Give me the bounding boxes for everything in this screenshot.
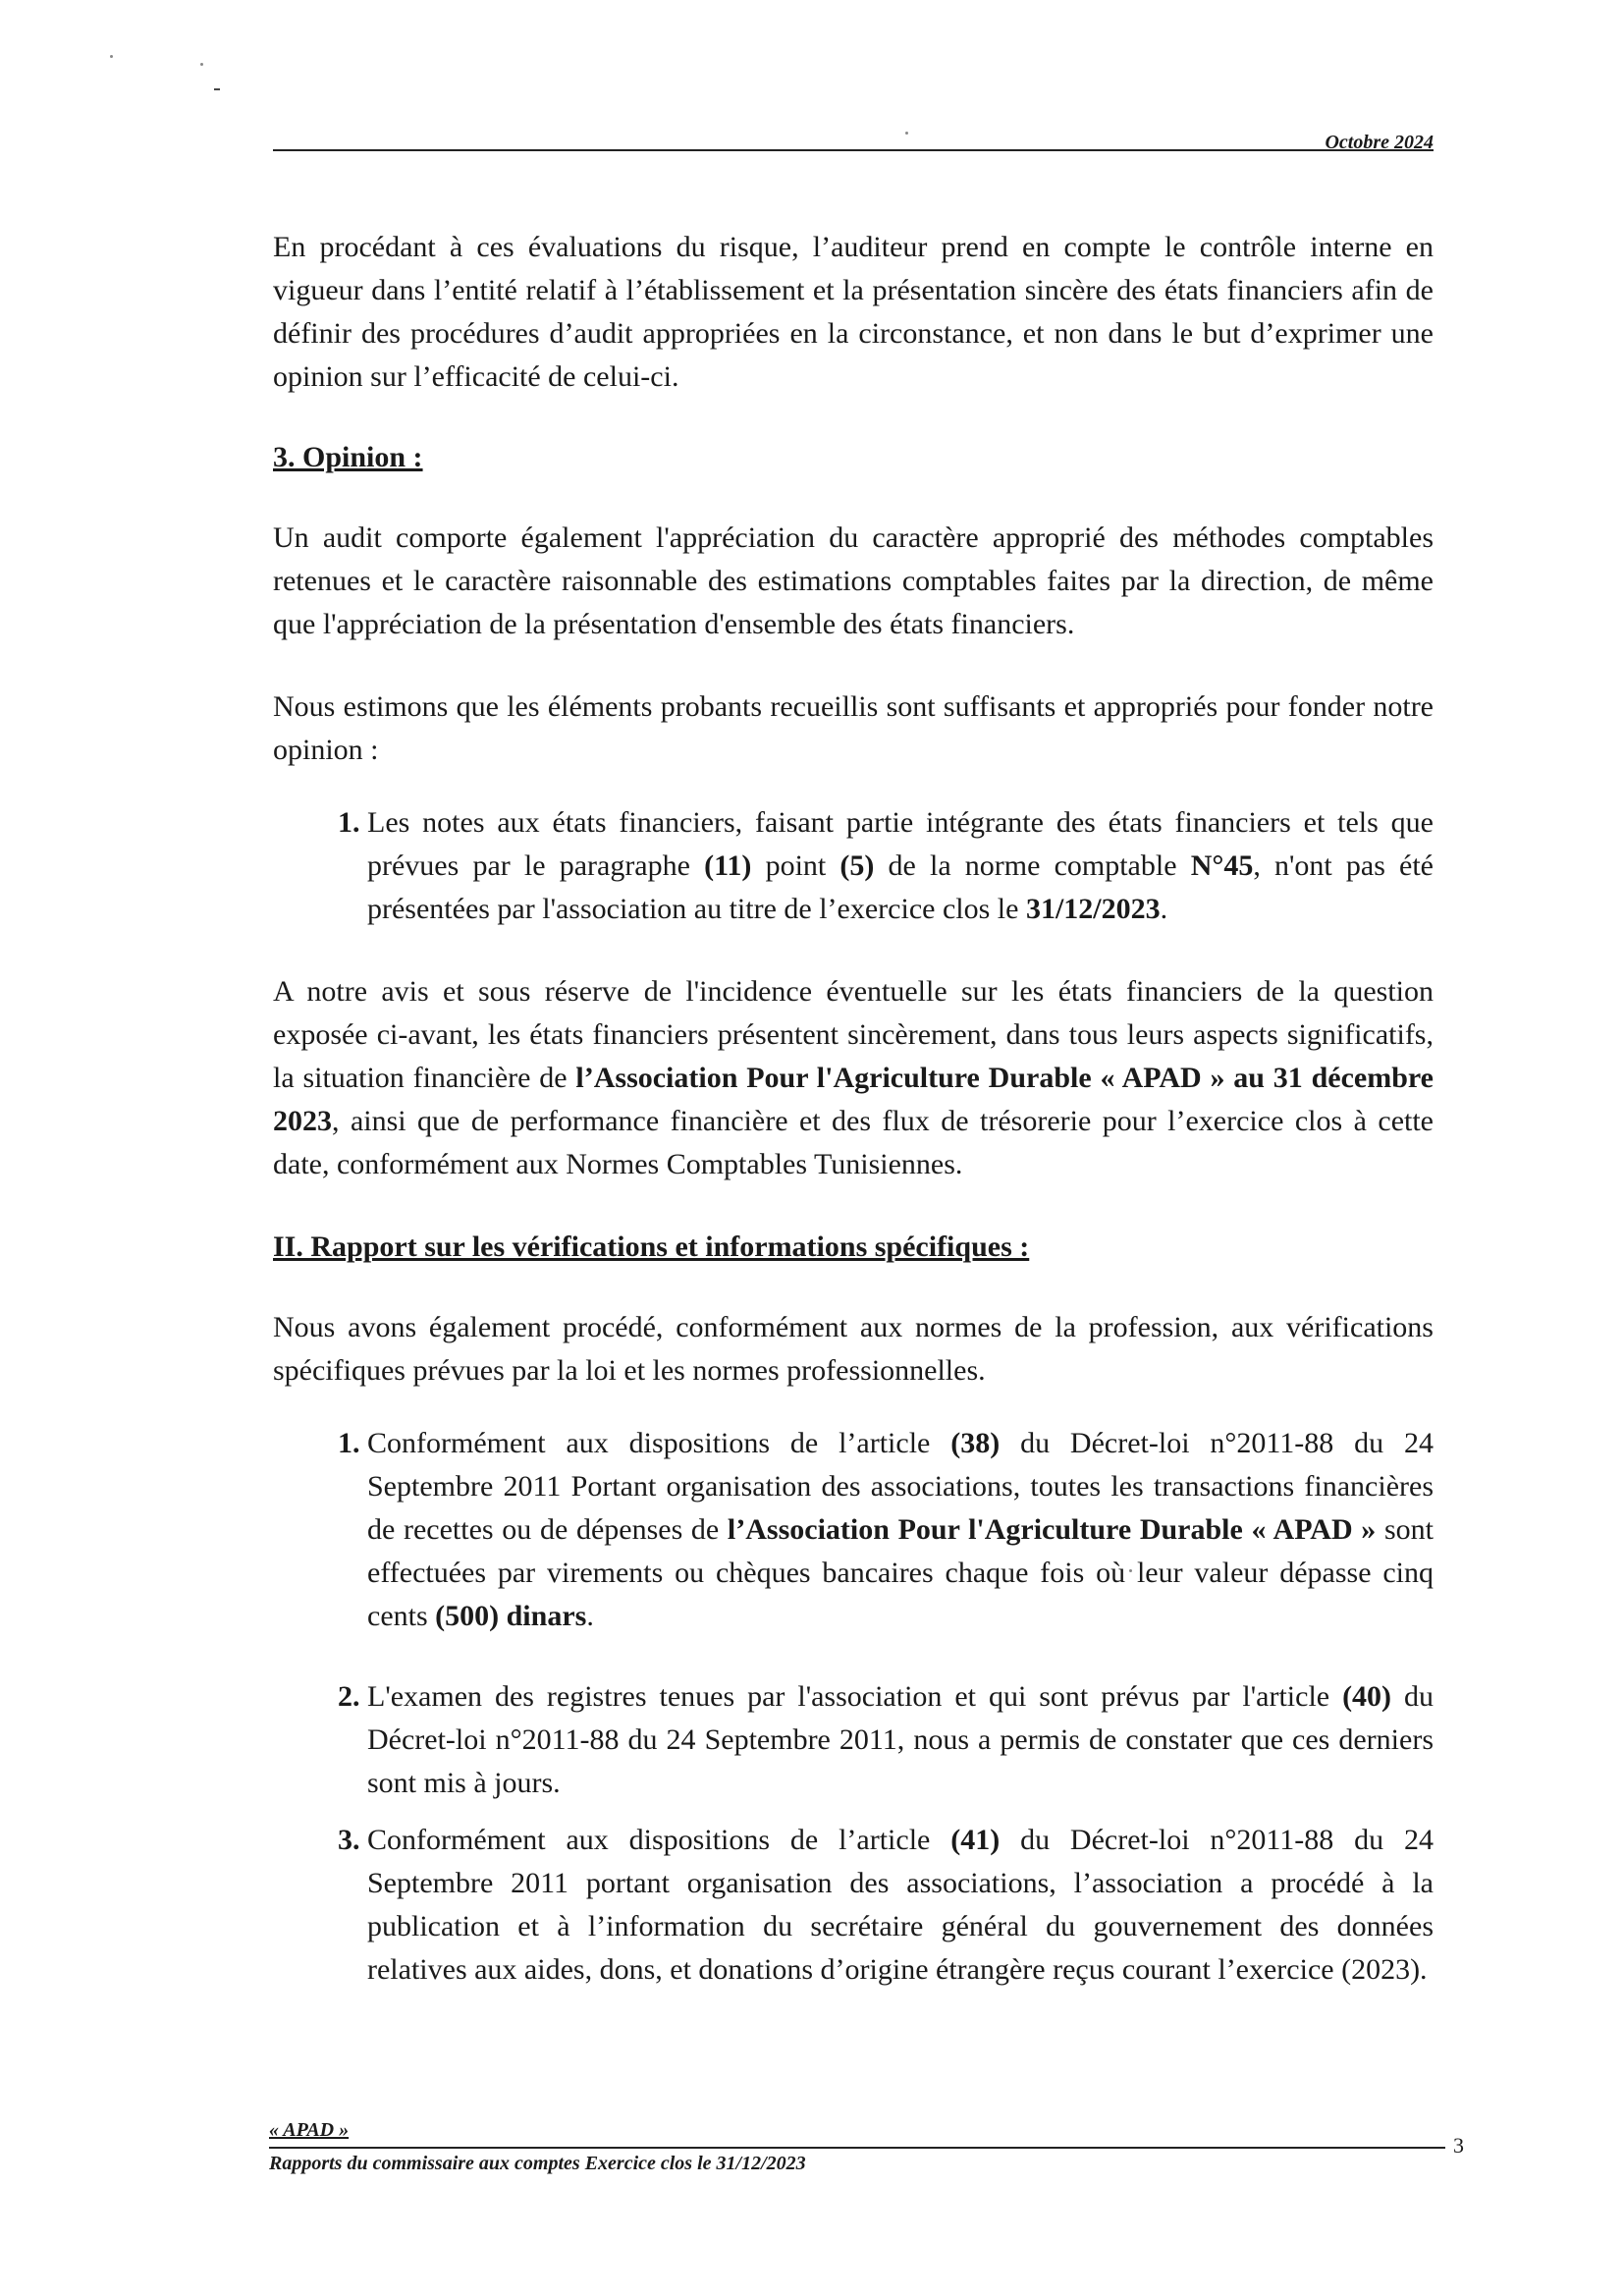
section-opinion-heading: 3. Opinion :	[273, 441, 423, 473]
evidence-paragraph: Nous estimons que les éléments probants recueillis sont suffisants et appropriés pour fonder notre opinion :	[273, 690, 1434, 766]
verification-item: 2. L'examen des registres tenues par l'association et qui sont prévus par l'article (40) du Décret-loi n°2011-88 du 24 Septembre 2011, nous a permis de constater que ces derniers sont mis à jours.	[367, 1675, 1434, 1805]
scan-speck	[214, 88, 220, 90]
footer-subtitle: Rapports du commissaire aux comptes Exercice clos le 31/12/2023	[269, 2153, 806, 2174]
footer-rule	[269, 2147, 1445, 2149]
verification-item: 3. Conformément aux dispositions de l’article (41) du Décret-loi n°2011-88 du 24 Septembre 2011 portant organisation des associations, l’association a procédé à la publication et à l’information du secrétaire général du gouvernement des données relatives aux aides, dons, et donations d’origine étrangère reçus courant l’exercice (2023).	[367, 1819, 1434, 1992]
header-date: Octobre 2024	[1325, 132, 1434, 153]
intro-paragraph: En procédant à ces évaluations du risque, l’auditeur prend en compte le contrôle interne en vigueur dans l’entité relatif à l’établissement et la présentation sincère des états financiers afin de définir des procédures d’audit appropriées en la circonstance, et non dans le but d’exprimer une opinion sur l’efficacité de celui-ci.	[273, 231, 1434, 393]
verification-list	[273, 1422, 1434, 1992]
scan-speck	[200, 63, 203, 66]
audit-paragraph: Un audit comporte également l'appréciation du caractère approprié des méthodes comptables retenues et le caractère raisonnable des estimations comptables faites par la direction, de même que l'appréciation de la présentation d'ensemble des états financiers.	[273, 521, 1434, 640]
report-body	[273, 226, 1434, 2031]
page-number: 3	[1453, 2133, 1464, 2158]
reserve-item: 1. Les notes aux états financiers, faisant partie intégrante des états financiers et tels que prévues par le paragraphe (11) point (5) de la norme comptable N°45, n'ont pas été présentées par l'association au titre de l’exercice clos le 31/12/2023.	[367, 801, 1434, 931]
scan-speck	[905, 132, 908, 135]
header-rule	[273, 149, 1434, 151]
reserve-list	[273, 801, 1434, 931]
scan-speck	[110, 55, 113, 58]
verification-item: 1. Conformément aux dispositions de l’article (38) du Décret-loi n°2011-88 du 24 Septembre 2011 Portant organisation des associations, toutes les transactions financières de recettes ou de dépenses de l’Association Pour l'Agriculture Durable « APAD » sont effectuées par virements ou chèques bancaires chaque fois où leur valeur dépasse cinq cents (500) dinars.	[367, 1422, 1434, 1638]
footer-title: « APAD »	[269, 2119, 350, 2141]
section-specific-heading: II. Rapport sur les vérifications et informations spécifiques :	[273, 1230, 1030, 1263]
specific-paragraph: Nous avons également procédé, conformément aux normes de la profession, aux vérifications spécifiques prévues par la loi et les normes professionnelles.	[273, 1311, 1434, 1387]
opinion-paragraph: A notre avis et sous réserve de l'incidence éventuelle sur les états financiers de la question exposée ci-avant, les états financiers présentent sincèrement, dans tous leurs aspects significatifs, la situation financière de l’Association Pour l'Agriculture Durable « APAD » au 31 décembre 2023, ainsi que de performance financière et des flux de trésorerie pour l’exercice clos à cette date, conformément aux Normes Comptables Tunisiennes.	[273, 975, 1434, 1180]
